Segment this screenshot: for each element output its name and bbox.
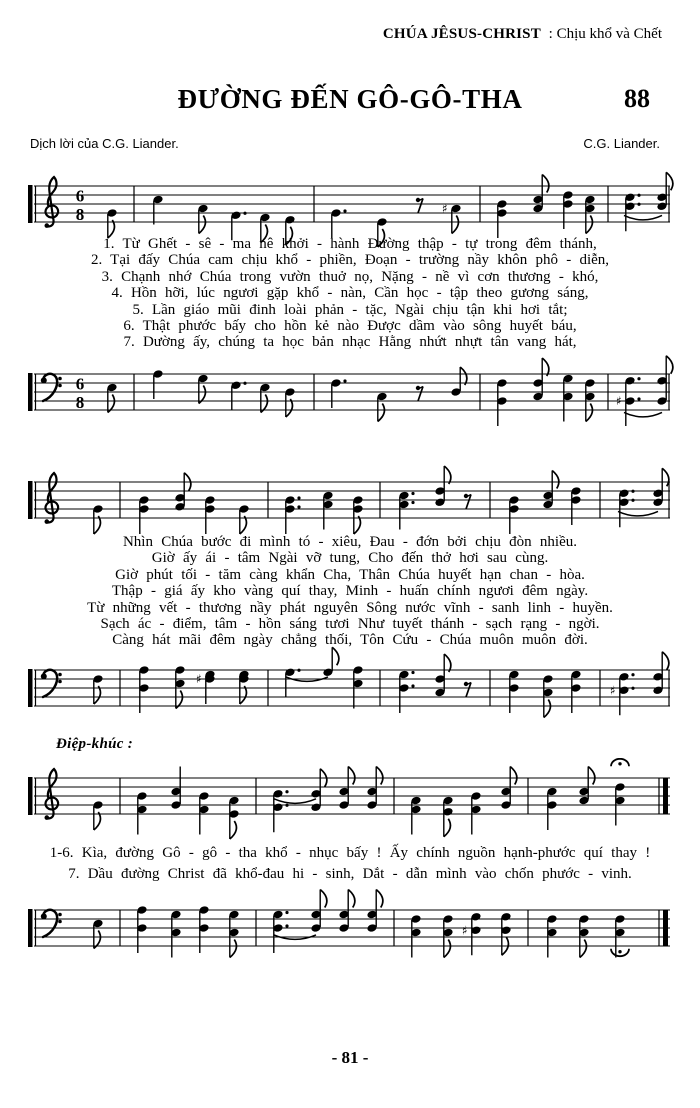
lyric-line: Sạch ác - điểm, tâm - hồn sáng tươi Như tuyết thánh - sạch rạng - ngời. [100,616,600,633]
lyric-line: Nhìn Chúa bước đi mình tó - xiêu, Đau - đớn bởi chịu đòn nhiều. [122,534,578,550]
note [496,199,507,238]
note [230,380,246,410]
lyric-line: Thập - giá ấy kho vàng quí thay, Minh - huấn chính ngươi đêm ngày. [111,583,589,600]
note [542,674,553,717]
lyric-line: 4. Hồn hỡi, lúc ngươi gặp khổ - nàn, Cần học - tập theo gương sáng, [111,285,589,302]
note [106,383,117,413]
lyric-line: 3. Chạnh nhớ Chúa trong vườn thuở nọ, Nặng - nề vì cơn thương - khó, [101,268,599,285]
note [614,782,625,825]
bass-clef-icon [41,670,62,697]
lyric-line: 2. Tại đấy Chúa cam chịu khổ - phiền, Đoạn - trường nầy khôn phô - diễn, [90,252,610,269]
bass-clef-icon [41,374,62,401]
note [228,910,239,958]
time-signature-denominator: 8 [75,393,85,412]
note [352,495,363,534]
note [562,190,573,229]
note [410,796,421,835]
note [434,466,450,507]
note [284,667,300,697]
translator-credit: Dịch lời của C.G. Liander. [30,136,179,151]
lyric-line: 7. Dầu đường Christ đã khổ-đau hi - sinh, Dắt - dẫn mình vào chốn phước - vinh. [68,865,632,882]
chorus-treble-staff [28,758,674,846]
note [652,468,668,507]
note [398,491,414,530]
bass-clef-icon [41,910,62,937]
note [197,204,208,234]
note [618,488,634,527]
note [170,910,181,958]
fermata-icon [611,949,629,957]
chorus-label: Điệp-khúc : [56,736,134,752]
note [656,356,672,406]
note [570,486,581,525]
note [92,504,103,534]
note [92,674,103,704]
verse-lyrics-block-1 [30,236,670,351]
eighth-rest-icon [416,386,423,401]
sharp-icon: ♯ [610,683,616,698]
note [322,647,338,677]
note [624,192,640,231]
note [238,504,249,534]
note [322,491,333,530]
time-signature-numerator: 6 [75,374,85,394]
note [546,787,557,830]
lyric-line: Càng hát mãi đêm ngày chẳng thối, Tôn Cứu - Chúa muôn muôn đời. [112,632,588,649]
note [310,890,326,933]
running-header [383,26,662,43]
note [284,387,295,417]
fermata-icon [611,759,629,767]
note [106,208,117,238]
lyric-line: Giờ ấy ái - tâm Ngài vỡ tung, Cho đến thở hơi sau cùng. [151,550,549,567]
note [496,378,507,426]
hymn-number: 88 [624,84,650,113]
system2-bass-staff [28,646,674,734]
note [366,767,382,810]
hymn-title: ĐƯỜNG ĐẾN GÔ-GÔ-THA [177,84,523,114]
note [152,195,163,225]
verse-lyrics-block-2 [30,534,670,649]
eighth-rest-icon [464,494,471,509]
note [578,914,589,957]
note [500,767,516,810]
note [352,665,363,708]
system1-bass-staff [28,350,674,438]
note [170,767,181,810]
composer-credit: C.G. Liander. [583,136,660,151]
sharp-icon: ♯ [616,394,622,408]
running-header-category: CHÚA JÊSUS-CHRIST [382,26,541,42]
note [92,800,103,830]
lyric-line: 1. Từ Ghết - sê - ma nê khởi - hành Đường thập - tự trong đêm thánh, [103,236,597,252]
note [578,767,594,806]
treble-clef-icon [45,177,59,228]
eighth-rest-icon [464,682,471,697]
lyric-line: 7. Dường ấy, chúng ta học bản nhạc Hằng nhứt nhựt tân vang hát, [123,334,577,351]
note [434,654,450,697]
note [92,919,103,949]
time-signature-denominator: 8 [75,205,85,224]
page-number: - 81 - [331,1048,369,1067]
eighth-rest-icon [416,198,423,213]
sharp-icon: ♯ [442,201,448,216]
treble-clef-icon [45,473,59,524]
note [196,670,216,704]
note [532,358,548,401]
lyric-line: 5. Lần giáo mũi đinh loài phản - tặc, Ngài chịu tận khi hơi tắt; [132,301,568,318]
note [366,890,382,933]
note [259,383,270,413]
note [376,392,387,422]
note [138,495,149,534]
note [136,791,147,834]
chorus-bass-staff [28,886,674,974]
sharp-icon: ♯ [462,923,468,938]
note [584,195,595,234]
chorus-lyrics-block [30,843,670,884]
note [338,767,354,810]
sharp-icon: ♯ [196,672,202,686]
note [152,369,163,399]
time-signature-numerator: 6 [75,186,85,206]
note [238,670,249,704]
note [338,890,354,933]
note [197,374,208,404]
lyric-line: 6. Thật phước bấy cho hồn kẻ nào Được dầm vào sông huyết báu, [123,318,577,335]
note [656,172,672,211]
note [584,378,595,421]
note [442,796,453,837]
note [442,202,462,234]
note [284,495,300,534]
lyric-line: Giờ phút tối - tăm càng khẩn Cha, Thân Chúa huyết hạn chan - hòa. [115,566,585,583]
note [470,791,481,834]
note [410,914,421,957]
note [174,473,190,512]
note [198,791,209,834]
note [542,471,558,510]
note [204,495,215,534]
running-header-subtitle: : Chịu khổ và Chết [548,26,662,42]
note [546,914,557,957]
note [442,914,453,957]
lyric-line: 1-6. Kìa, đường Gô - gô - tha khổ - nhục bấy ! Ấy chính nguồn hạnh-phước quí thay ! [49,845,651,861]
note [562,374,573,422]
note [532,175,548,214]
lyric-line: Từ những vết - thương nầy phát nguyên Sông nước vĩnh - sanh linh - huyền. [87,599,613,616]
treble-clef-icon [45,769,59,820]
note [174,665,185,708]
note [228,796,239,839]
note [508,495,519,534]
